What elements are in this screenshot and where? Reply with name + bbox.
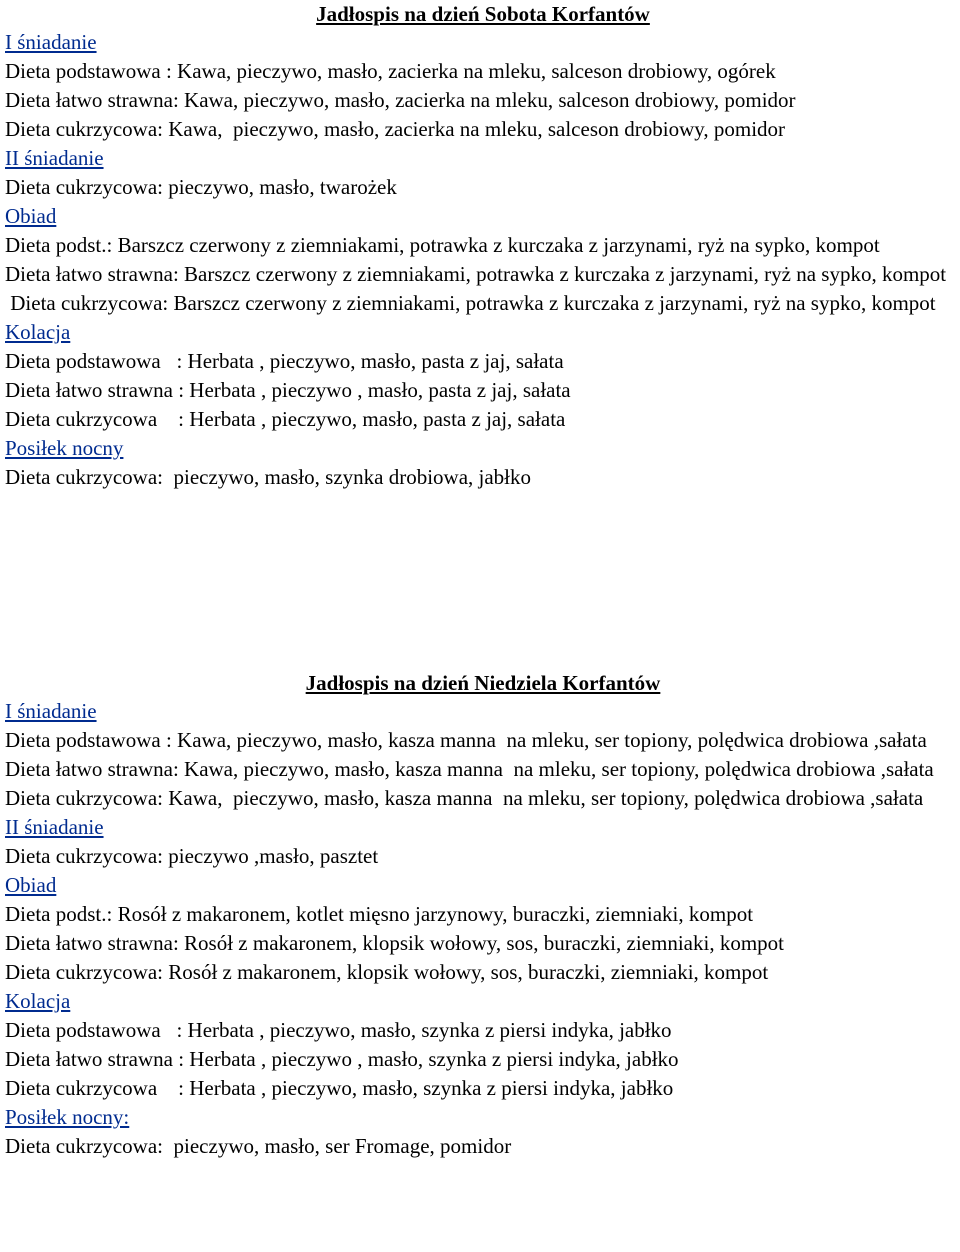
meal-heading: Posiłek nocny: [5, 1105, 130, 1129]
diet-text: Herbata , pieczywo, masło, szynka z piersi indyka, jabłko [187, 1018, 672, 1042]
section-lunch [5, 202, 955, 318]
diet-label: Dieta łatwo strawna: [5, 88, 185, 112]
meal-heading: Kolacja [5, 989, 71, 1013]
diet-label: Dieta łatwo strawna: [5, 757, 185, 781]
section-second-breakfast [5, 813, 955, 871]
diet-label: Dieta cukrzycowa: [5, 786, 169, 810]
diet-label: Dieta cukrzycowa : [5, 1076, 190, 1100]
diet-label: Dieta cukrzycowa: [5, 465, 174, 489]
diet-line [5, 376, 955, 405]
diet-line [5, 57, 955, 86]
diet-label: Dieta łatwo strawna : [5, 1047, 190, 1071]
diet-text: Rosół z makaronem, kotlet mięsno jarzynowy, buraczki, ziemniaki, kompot [117, 902, 754, 926]
section-breakfast [5, 28, 955, 144]
diet-line [5, 1045, 955, 1074]
diet-line [5, 260, 955, 289]
day-title: Jadłospis na dzień Sobota Korfantów [316, 2, 650, 26]
section-night-meal [5, 1103, 955, 1161]
section-night-meal [5, 434, 955, 492]
diet-text: pieczywo, masło, twarożek [168, 175, 397, 199]
diet-label: Dieta cukrzycowa : [5, 407, 190, 431]
diet-text: Barszcz czerwony z ziemniakami, potrawka z kurczaka z jarzynami, ryż na sypko, kompot [173, 291, 936, 315]
diet-line [5, 1132, 955, 1161]
diet-label: Dieta podstawowa : [5, 59, 178, 83]
diet-text: Kawa, pieczywo, masło, kasza manna na mleku, ser topiony, polędwica drobiowa ,sałata [177, 728, 927, 752]
diet-text: Kawa, pieczywo, masło, kasza manna na mleku, ser topiony, polędwica drobiowa ,sałata [168, 786, 924, 810]
diet-line [5, 726, 955, 755]
diet-line [5, 784, 955, 813]
diet-line [5, 86, 955, 115]
day-saturday [5, 0, 955, 492]
meal-heading: II śniadanie [5, 146, 104, 170]
diet-label: Dieta cukrzycowa: [5, 844, 169, 868]
diet-text: Herbata , pieczywo, masło, pasta z jaj, sałata [189, 407, 566, 431]
diet-text: Herbata , pieczywo, masło, pasta z jaj, sałata [187, 349, 564, 373]
section-lunch [5, 871, 955, 987]
diet-text: Kawa, pieczywo, masło, zacierka na mleku, salceson drobiowy, pomidor [168, 117, 786, 141]
day-title: Jadłospis na dzień Niedziela Korfantów [305, 671, 661, 695]
diet-line [5, 115, 955, 144]
diet-label: Dieta łatwo strawna : [5, 378, 190, 402]
diet-line [5, 1016, 955, 1045]
meal-heading: Posiłek nocny [5, 436, 124, 460]
diet-text: Barszcz czerwony z ziemniakami, potrawka z kurczaka z jarzynami, ryż na sypko, kompot [117, 233, 880, 257]
diet-line [5, 929, 955, 958]
diet-label: Dieta podst.: [5, 233, 118, 257]
section-supper [5, 318, 955, 434]
diet-label: Dieta podst.: [5, 902, 118, 926]
diet-line [5, 463, 955, 492]
day-sunday [5, 669, 955, 1161]
diet-label: Dieta cukrzycowa: [5, 1134, 174, 1158]
diet-text: pieczywo, masło, ser Fromage, pomidor [173, 1134, 512, 1158]
diet-label: Dieta podstawowa : [5, 728, 178, 752]
diet-text: Herbata , pieczywo , masło, szynka z piersi indyka, jabłko [189, 1047, 679, 1071]
diet-text: Kawa, pieczywo, masło, zacierka na mleku, salceson drobiowy, ogórek [177, 59, 776, 83]
diet-label: Dieta podstawowa : [5, 349, 188, 373]
diet-label: Dieta podstawowa : [5, 1018, 188, 1042]
diet-label: Dieta cukrzycowa: [5, 117, 169, 141]
diet-line [5, 289, 955, 318]
diet-label: Dieta cukrzycowa: [5, 960, 169, 984]
section-supper [5, 987, 955, 1103]
diet-text: Herbata , pieczywo , masło, pasta z jaj, sałata [189, 378, 571, 402]
diet-text: Barszcz czerwony z ziemniakami, potrawka z kurczaka z jarzynami, ryż na sypko, kompot [184, 262, 947, 286]
diet-text: pieczywo, masło, szynka drobiowa, jabłko [173, 465, 532, 489]
diet-label: Dieta cukrzycowa: [5, 175, 169, 199]
meal-heading: I śniadanie [5, 699, 97, 723]
meal-heading: II śniadanie [5, 815, 104, 839]
diet-text: Herbata , pieczywo, masło, szynka z piersi indyka, jabłko [189, 1076, 674, 1100]
meal-heading: Kolacja [5, 320, 71, 344]
section-breakfast [5, 697, 955, 813]
meal-heading: Obiad [5, 204, 57, 228]
diet-label: Dieta łatwo strawna: [5, 262, 185, 286]
diet-text: pieczywo ,masło, pasztet [168, 844, 379, 868]
diet-text: Rosół z makaronem, klopsik wołowy, sos, buraczki, ziemniaki, kompot [184, 931, 784, 955]
diet-line [5, 347, 955, 376]
diet-line [5, 755, 955, 784]
diet-label: Dieta cukrzycowa: [5, 291, 174, 315]
diet-text: Kawa, pieczywo, masło, kasza manna na mleku, ser topiony, polędwica drobiowa ,sałata [184, 757, 934, 781]
diet-line [5, 958, 955, 987]
diet-text: Kawa, pieczywo, masło, zacierka na mleku, salceson drobiowy, pomidor [184, 88, 796, 112]
diet-line [5, 1074, 955, 1103]
diet-line [5, 231, 955, 260]
diet-label: Dieta łatwo strawna: [5, 931, 185, 955]
diet-text: Rosół z makaronem, klopsik wołowy, sos, buraczki, ziemniaki, kompot [168, 960, 769, 984]
diet-line [5, 842, 955, 871]
section-second-breakfast [5, 144, 955, 202]
diet-line [5, 900, 955, 929]
meal-heading: Obiad [5, 873, 57, 897]
diet-line [5, 173, 955, 202]
diet-line [5, 405, 955, 434]
meal-heading: I śniadanie [5, 30, 97, 54]
